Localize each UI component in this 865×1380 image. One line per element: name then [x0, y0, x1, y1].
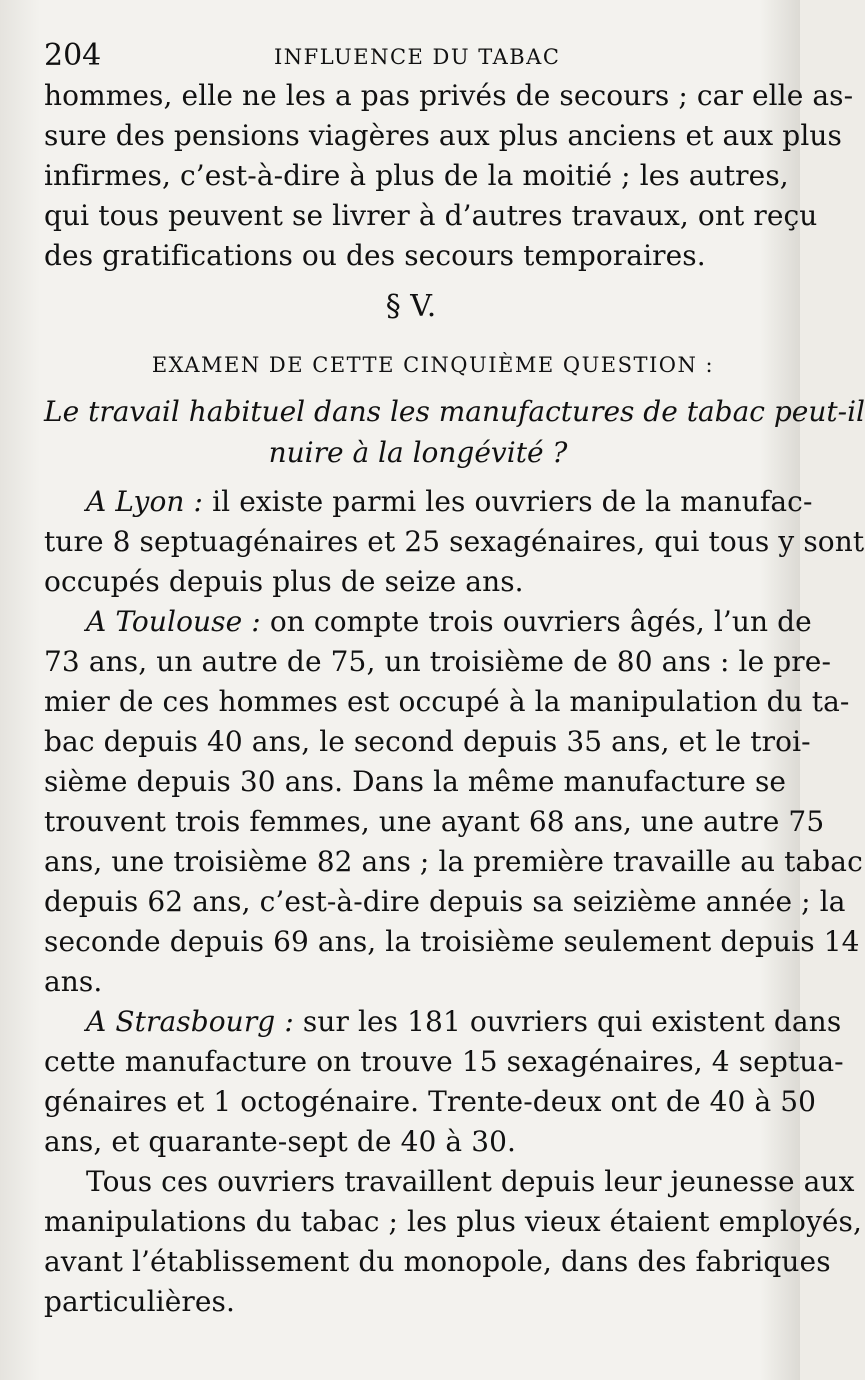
- text-line: qui tous peuvent se livrer à d’autres travaux, ont reçu: [44, 199, 818, 232]
- section-spacer: [44, 474, 762, 482]
- paragraph-line-toulouse: [44, 602, 812, 642]
- text-line: seconde depuis 69 ans, la troisième seulement depuis 14: [44, 925, 860, 958]
- text-line: des gratifications ou des secours temporaires.: [44, 239, 706, 272]
- text-line: manipulations du tabac ; les plus vieux étaient employés,: [44, 1205, 863, 1238]
- text-line: infirmes, c’est-à-dire à plus de la moitié ; les autres,: [44, 159, 789, 192]
- text-line: bac depuis 40 ans, le second depuis 35 ans, et le troi-: [44, 725, 811, 758]
- question-line: Le travail habituel dans les manufactures de tabac peut-il: [44, 395, 865, 428]
- page-number: 204: [44, 38, 102, 73]
- page-body: [44, 76, 865, 1322]
- text-line: avant l’établissement du monopole, dans des fabriques: [44, 1245, 831, 1278]
- page-header: [44, 36, 764, 76]
- text-line: trouvent trois femmes, une ayant 68 ans, une autre 75: [44, 805, 825, 838]
- text-line: cette manufacture on trouve 15 sexagénaires, 4 septua-: [44, 1045, 844, 1078]
- text-line: depuis 62 ans, c’est-à-dire depuis sa seizième année ; la: [44, 885, 846, 918]
- running-head: INFLUENCE DU TABAC: [274, 45, 561, 69]
- text-line: sure des pensions viagères aux plus anciens et aux plus: [44, 119, 842, 152]
- place-name-strasbourg: A Strasbourg :: [86, 1005, 294, 1038]
- text-line: ans, et quarante-sept de 40 à 30.: [44, 1125, 517, 1158]
- text-line: Tous ces ouvriers travaillent depuis leur jeunesse aux: [86, 1165, 855, 1198]
- place-name-lyon: A Lyon :: [86, 485, 204, 518]
- paragraph-line-lyon: [44, 482, 813, 522]
- text-line: particulières.: [44, 1285, 236, 1318]
- text-line: occupés depuis plus de seize ans.: [44, 565, 524, 598]
- text-line: 73 ans, un autre de 75, un troisième de 80 ans : le pre-: [44, 645, 832, 678]
- paragraph-text: on compte trois ouvriers âgés, l’un de: [260, 605, 812, 638]
- question-line: nuire à la longévité ?: [268, 436, 568, 469]
- text-line: ture 8 septuagénaires et 25 sexagénaires, qui tous y sont: [44, 525, 865, 558]
- text-line: mier de ces hommes est occupé à la manipulation du ta-: [44, 685, 850, 718]
- paragraph-text: il existe parmi les ouvriers de la manufac-: [203, 485, 813, 518]
- section-number: § V.: [385, 289, 437, 324]
- paragraph-line-strasbourg: [44, 1002, 842, 1042]
- paragraph-text: sur les 181 ouvriers qui existent dans: [293, 1005, 842, 1038]
- text-line: génaires et 1 octogénaire. Trente-deux ont de 40 à 50: [44, 1085, 817, 1118]
- text-line: sième depuis 30 ans. Dans la même manufacture se: [44, 765, 787, 798]
- text-line: ans.: [44, 965, 103, 998]
- place-name-toulouse: A Toulouse :: [86, 605, 261, 638]
- text-line: ans, une troisième 82 ans ; la première travaille au tabac: [44, 845, 863, 878]
- section-heading: EXAMEN DE CETTE CINQUIÈME QUESTION :: [151, 353, 715, 377]
- text-line: hommes, elle ne les a pas privés de secours ; car elle as-: [44, 79, 854, 112]
